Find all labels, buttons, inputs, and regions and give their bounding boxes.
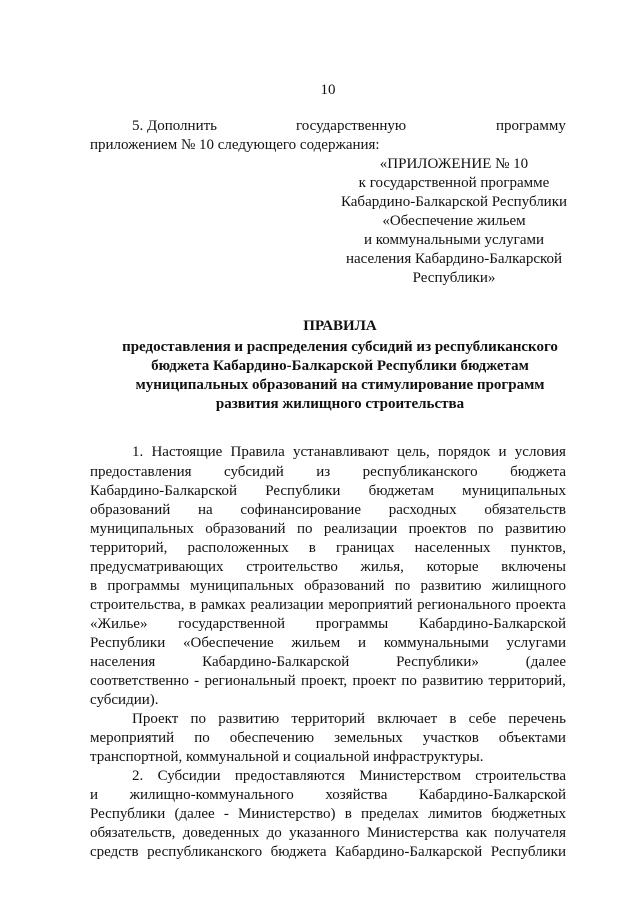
body-line: предоставления субсидий из республиканского бюджета (90, 464, 566, 480)
body-line: населения Кабардино-Балкарской Республики» (далее (90, 654, 566, 670)
body-line: предусматривающих строительство жилья, которые включены (90, 559, 566, 575)
body-line: соответственно - региональный проект, проект по развитию территорий, (90, 673, 566, 689)
body-line: мероприятий по обеспечению земельных участков объектами (90, 730, 566, 746)
appendix-header-line: населения Кабардино-Балкарской (345, 251, 563, 267)
body-line: обязательств, доведенных до указанного Министерства как получателя (90, 825, 566, 841)
document-subtitle-line: предоставления и распределения субсидий из республиканского (122, 339, 558, 355)
appendix-header-line: Кабардино-Балкарской Республики (340, 194, 568, 210)
document-subtitle-line: бюджета Кабардино-Балкарской Республики бюджетам (151, 358, 529, 374)
document-subtitle-line: развития жилищного строительства (215, 396, 465, 412)
body-line: муниципальных образований по реализации проектов по развитию (90, 521, 566, 537)
body-line: субсидии). (90, 692, 159, 708)
body-line: средств республиканского бюджета Кабардино-Балкарской Республики (90, 844, 566, 860)
intro-word: программу (496, 118, 566, 134)
body-line: транспортной, коммунальной и социальной инфраструктуры. (90, 749, 484, 765)
body-line: Республики (далее - Министерство) в пределах лимитов бюджетных (90, 806, 566, 822)
body-line: в программы муниципальных образований по развитию жилищного (90, 578, 566, 594)
body-line: 2. Субсидии предоставляются Министерством строительства (132, 768, 566, 784)
body-line: и жилищно-коммунального хозяйства Кабардино-Балкарской (90, 787, 566, 803)
document-subtitle-line: муниципальных образований на стимулирование программ (135, 377, 545, 393)
document-title: ПРАВИЛА (303, 318, 377, 334)
body-line: территорий, расположенных в границах населенных пунктов, (90, 540, 566, 556)
appendix-header-line: и коммунальными услугами (364, 232, 544, 248)
intro-line: приложением № 10 следующего содержания: (90, 137, 380, 153)
appendix-header-line: Республики» (412, 270, 496, 286)
body-line: Республики «Обеспечение жильем и коммунальными услугами (90, 635, 566, 651)
body-line: Проект по развитию территорий включает в себе перечень (132, 711, 566, 727)
body-line: 1. Настоящие Правила устанавливают цель, порядок и условия (132, 444, 566, 460)
appendix-header-line: к государственной программе (358, 175, 550, 191)
intro-word: 5. Дополнить (132, 118, 217, 134)
body-line: «Жилье» государственной программы Кабардино-Балкарской (90, 616, 566, 632)
intro-word: государственную (296, 118, 407, 134)
body-line: образований на софинансирование расходных обязательств (90, 502, 566, 518)
page-number: 10 (320, 82, 336, 98)
appendix-header-line: «ПРИЛОЖЕНИЕ № 10 (379, 156, 529, 172)
body-line: строительства, в рамках реализации мероприятий регионального проекта (90, 597, 566, 613)
body-line: Кабардино-Балкарской Республики бюджетам муниципальных (90, 483, 566, 499)
appendix-header-line: «Обеспечение жильем (382, 213, 526, 229)
